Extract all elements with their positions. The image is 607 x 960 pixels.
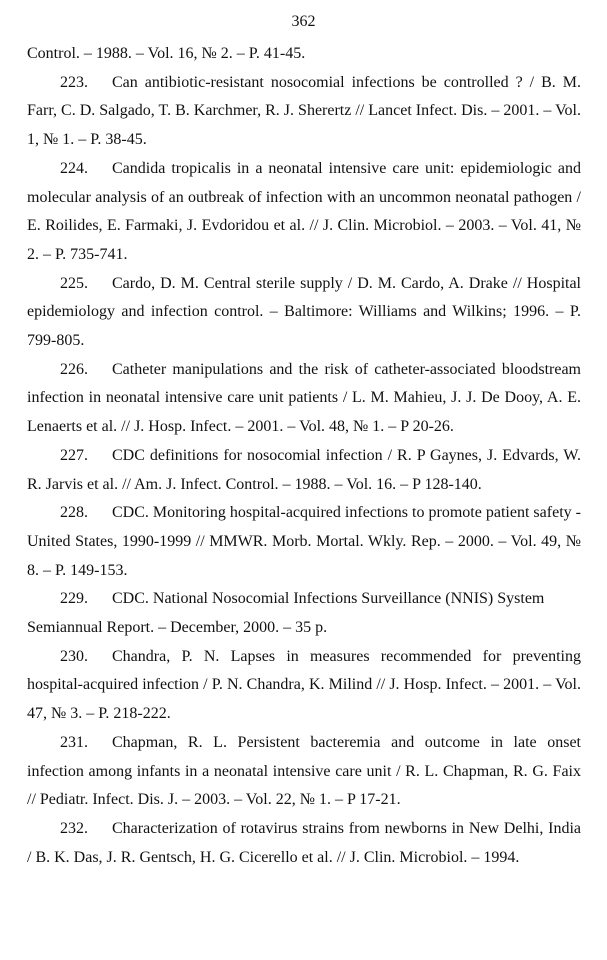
reference-223 [27,69,581,155]
reference-text: CDC definitions for nosocomial infection / R. P Gaynes, J. Edvards, W. R. Jarvis et al. // Am. J. Infect. Control. – 1988. – Vol. 16. – P 128-140. [27,446,581,493]
reference-number: 224. [60,159,88,177]
reference-number: 232. [60,819,88,837]
reference-text: Candida tropicalis in a neonatal intensive care unit: epidemiologic and molecular analysis of an outbreak of infection with an uncommon neonatal pathogen / E. Roilides, E. Farmaki, J. Evdoridou et al. // J. Clin. Microbiol. – 2003. – Vol. 41, № 2. – P. 735-741. [27,159,581,263]
reference-continuation: Control. – 1988. – Vol. 16, № 2. – P. 41-45. [27,45,306,62]
reference-number: 226. [60,360,88,378]
reference-text: Can antibiotic-resistant nosocomial infections be controlled ? / B. M. Farr, C. D. Salgado, T. B. Karchmer, R. J. Sherertz // Lancet Infect. Dis. – 2001. – Vol. 1, № 1. – P. 38-45. [27,73,581,149]
reference-number: 223. [60,73,88,91]
reference-232 [27,815,581,872]
reference-text: Characterization of rotavirus strains from newborns in New Delhi, India / B. K. Das, J. R. Gentsch, H. G. Cicerello et al. // J. Clin. Microbiol. – 1994. [27,819,581,866]
reference-229 [27,585,581,642]
reference-228 [27,499,581,585]
reference-text: CDC. Monitoring hospital-acquired infections to promote patient safety - United States, 1990-1999 // MMWR. Morb. Mortal. Wkly. Rep. – 2000. – Vol. 49, № 8. – P. 149-153. [27,504,581,579]
reference-text: Cardo, D. M. Central sterile supply / D. M. Cardo, A. Drake // Hospital epidemiology and infection control. – Baltimore: Williams and Wilkins; 1996. – P. 799-805. [27,274,581,350]
reference-number: 225. [60,274,88,292]
reference-text: Chandra, P. N. Lapses in measures recommended for preventing hospital-acquired infection / P. N. Chandra, K. Milind // J. Hosp. Infect. – 2001. – Vol. 47, № 3. – P. 218-222. [27,647,581,723]
reference-text: CDC. National Nosocomial Infections Surveillance (NNIS) System Semiannual Report. – December, 2000. – 35 p. [27,590,545,637]
reference-list [27,40,581,872]
reference-number: 229. [60,590,88,608]
reference-number: 231. [60,733,88,751]
reference-number: 228. [60,504,88,522]
reference-number: 230. [60,647,88,665]
page-number: 362 [291,13,316,30]
reference-227 [27,442,581,499]
reference-225 [27,270,581,356]
reference-number: 227. [60,446,88,464]
reference-224 [27,155,581,270]
reference-230 [27,643,581,729]
reference-226 [27,356,581,442]
reference-text: Catheter manipulations and the risk of catheter-associated bloodstream infection in neonatal intensive care unit patients / L. M. Mahieu, J. J. De Dooy, A. E. Lenaerts et al. // J. Hosp. Infect. – 2001. – Vol. 48, № 1. – P 20-26. [27,360,581,436]
reference-text: Chapman, R. L. Persistent bacteremia and outcome in late onset infection among infants in a neonatal intensive care unit / R. L. Chapman, R. G. Faix // Pediatr. Infect. Dis. J. – 2003. – Vol. 22, № 1. – P 17-21. [27,733,581,809]
reference-231 [27,729,581,815]
